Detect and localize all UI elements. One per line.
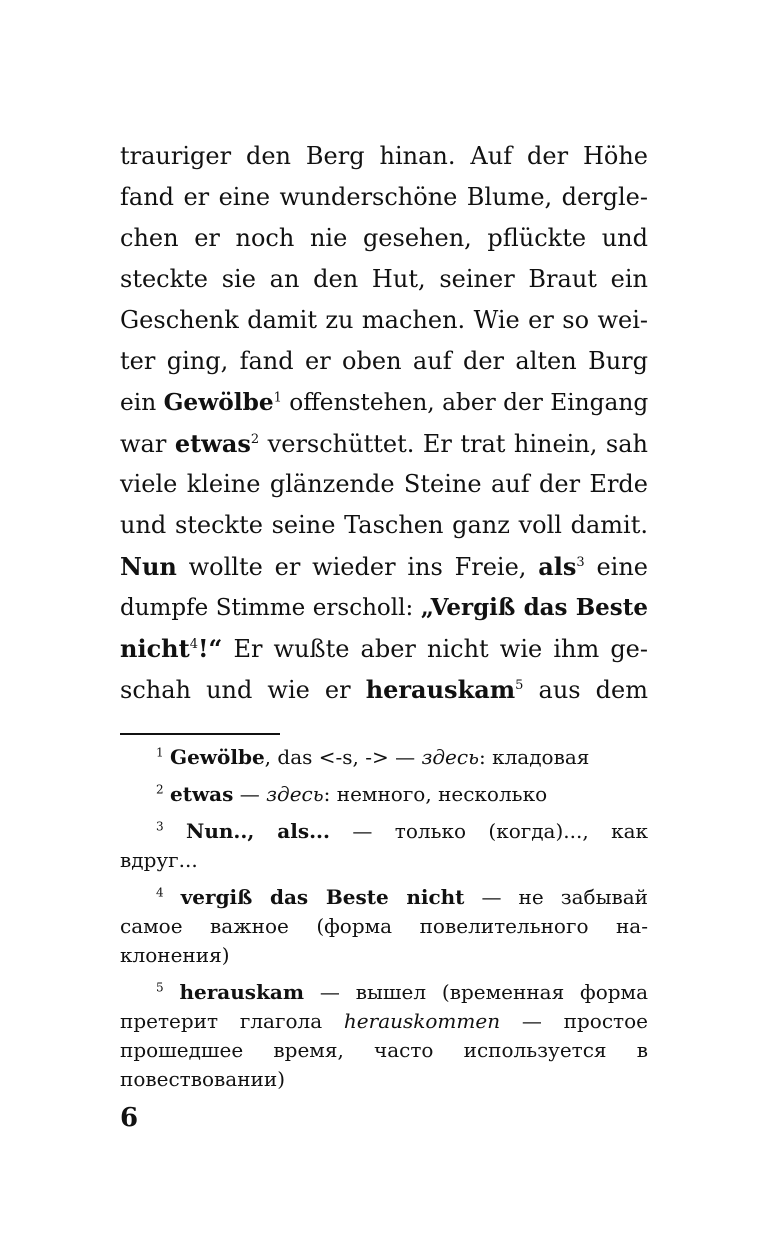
main-text xyxy=(120,136,648,710)
glossary-term: „Vergiß das Beste xyxy=(420,594,648,621)
footnote-1: $^1$ Gewölbe, das <-s, -> — здесь: кладовая xyxy=(156,745,590,769)
footnote-ref: 4 xyxy=(189,637,198,652)
quote-close: !“ xyxy=(198,634,223,663)
text-line: trauriger den Berg hinan. Auf der Höhe xyxy=(120,142,648,170)
glossary-term: nicht xyxy=(120,634,190,663)
text-line: nicht$^4$!“ Er wußte aber nicht wie ihm ge- xyxy=(120,634,648,663)
glossary-term: herauskam xyxy=(365,675,516,704)
page-number: 6 xyxy=(120,1103,139,1133)
text-line: ein Gewölbe$^1$ offenstehen, aber der Eingang xyxy=(120,389,649,416)
footnote-ref: 1 xyxy=(273,390,282,406)
text-line: chen er noch nie gesehen, pflückte und xyxy=(120,224,648,252)
glossary-term: Nun xyxy=(120,552,177,581)
footnote-2: $^2$ etwas — здесь: немного, несколько xyxy=(156,782,548,806)
text-line: Nun wollte er wieder ins Freie, als$^3$ eine xyxy=(120,552,649,581)
footnote-ref: 5 xyxy=(515,678,524,693)
footnote-ref: 3 xyxy=(576,555,585,570)
text-line: ter ging, fand er oben auf der alten Burg xyxy=(120,347,648,375)
text-line: steckte sie an den Hut, seiner Braut ein xyxy=(120,265,648,293)
glossary-term: etwas xyxy=(174,429,251,458)
footnote-4: $^4$ vergiß das Beste nicht — не забывай самое важное (форма повелительного на- клонения) xyxy=(120,885,649,967)
text-line: schah und wie er herauskam$^5$ aus dem xyxy=(120,675,648,704)
footnotes xyxy=(120,743,648,1102)
footnote-3: $^3$ Nun.., als... — только (когда)..., как вдруг... xyxy=(120,819,648,872)
text-line: fand er eine wunderschöne Blume, dergle- xyxy=(120,183,648,211)
text-line: und steckte seine Taschen ganz voll damit. xyxy=(120,511,648,539)
footnote-ref: 2 xyxy=(250,432,260,447)
glossary-term: Gewölbe xyxy=(163,389,274,416)
text-line: war etwas$^2$ verschüttet. Er trat hinein, sah xyxy=(120,429,649,458)
footnote-divider xyxy=(120,733,280,735)
text-line: dumpfe Stimme erscholl: „Vergiß das Beste xyxy=(120,594,648,621)
footnote-5: $^5$ herauskam — вышел (временная форма претерит глагола herauskommen — простое прошедшее время, часто используется в повествовании) xyxy=(120,980,649,1091)
text-line: viele kleine glänzende Steine auf der Erde xyxy=(120,470,648,498)
text-line: Geschenk damit zu machen. Wie er so wei- xyxy=(120,306,648,334)
glossary-term: als xyxy=(538,552,577,581)
